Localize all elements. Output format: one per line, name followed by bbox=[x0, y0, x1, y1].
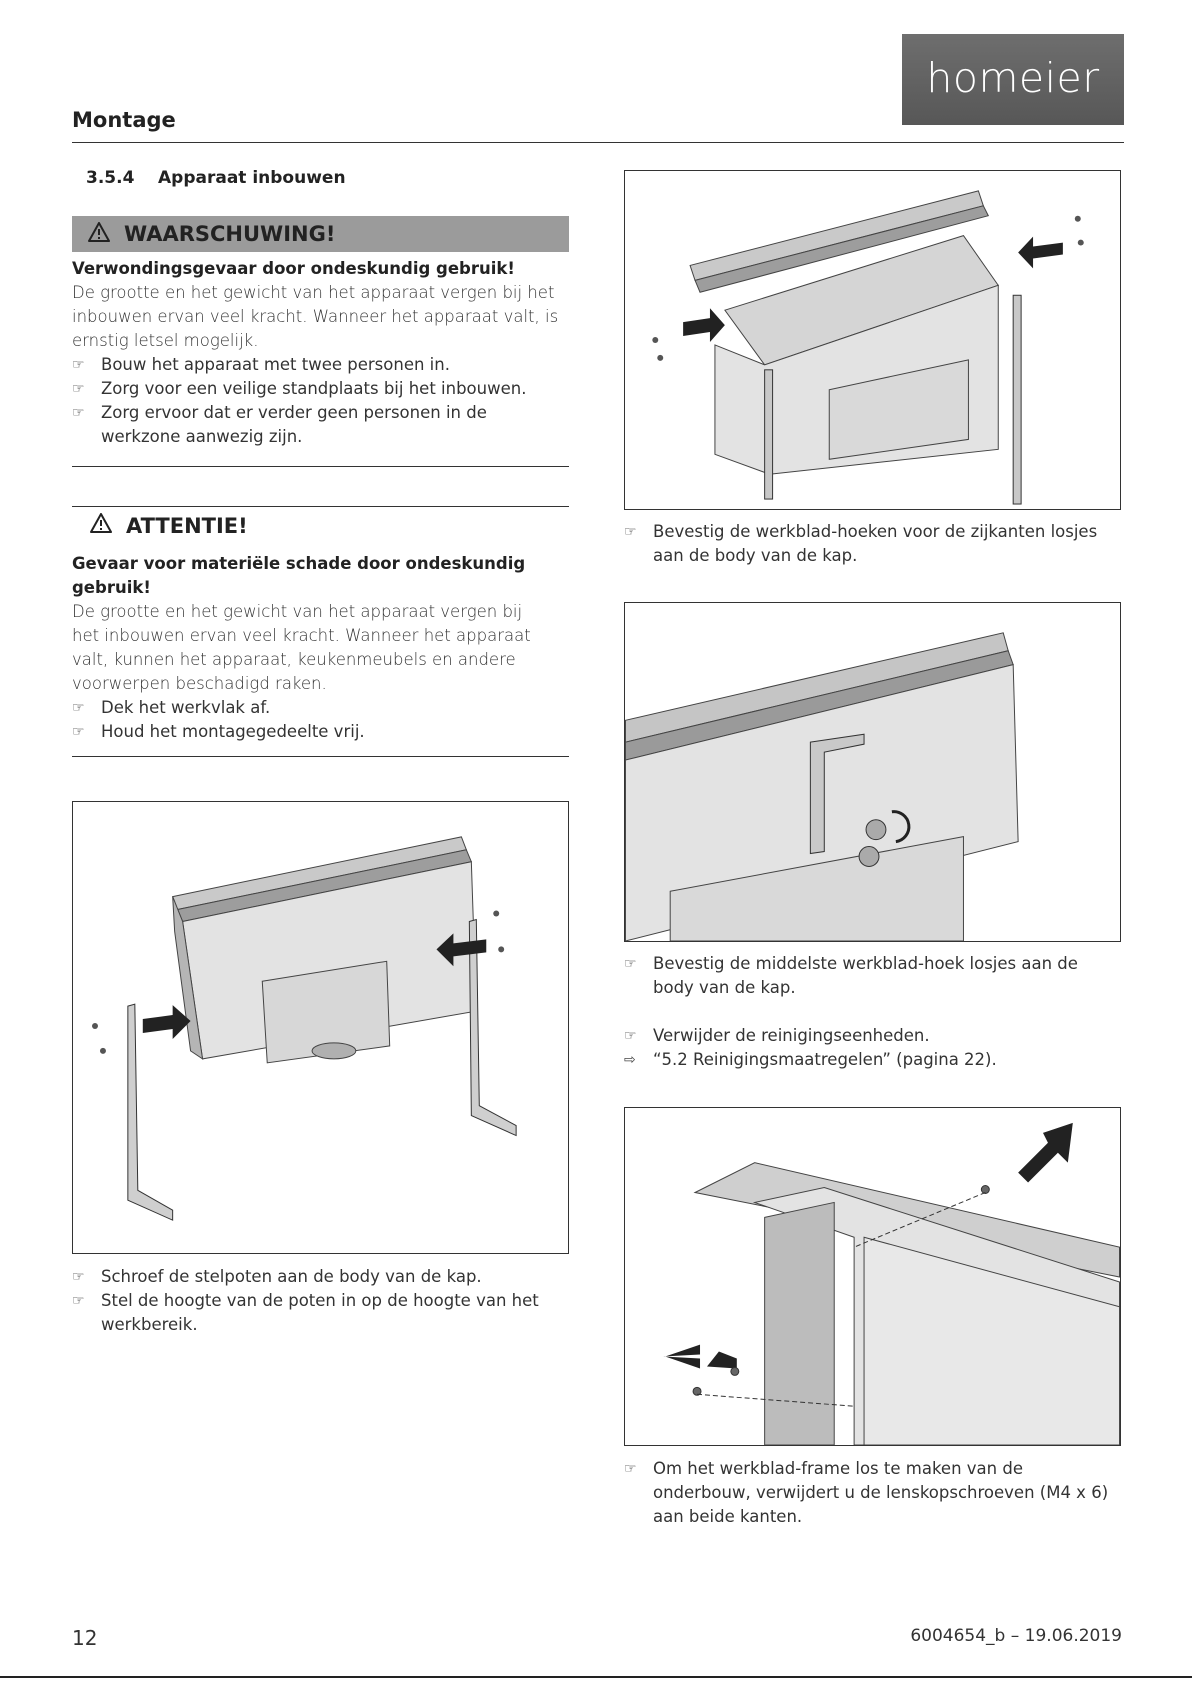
figure-stand-legs bbox=[72, 801, 569, 1254]
figure-middle-corner bbox=[624, 602, 1121, 942]
step-text: Bevestig de werkblad-hoeken voor de zijkanten losjes aan de body van de kap. bbox=[653, 522, 1098, 565]
step-text: Om het werkblad-frame los te maken van de onderbouw, verwijdert u de lenskopschroeven (M4 x 6) aan beide kanten. bbox=[653, 1459, 1109, 1526]
warning-bullet-text: Bouw het apparaat met twee personen in. bbox=[101, 355, 450, 374]
figure-side-corners bbox=[624, 170, 1121, 510]
pointing-hand-icon: ☞ bbox=[72, 357, 85, 373]
warning-bullet-text: Zorg voor een veilige standplaats bij het inbouwen. bbox=[101, 379, 527, 398]
subsection-heading bbox=[86, 168, 346, 188]
header-divider bbox=[72, 142, 1124, 143]
warning-triangle-icon bbox=[88, 222, 110, 247]
attention-divider bbox=[72, 756, 569, 757]
warning-body: De grootte en het gewicht van het apparaat vergen bij het inbouwen ervan veel kracht. Wanneer het apparaat valt, is ernstig letsel mogelijk. bbox=[72, 283, 559, 350]
warning-bar bbox=[72, 216, 569, 252]
attention-heading: Gevaar voor materiële schade door ondeskundig gebruik! bbox=[72, 554, 526, 597]
pointing-hand-icon: ☞ bbox=[72, 700, 85, 716]
step-item bbox=[624, 1457, 1121, 1529]
step-item bbox=[624, 520, 1121, 568]
pointing-hand-icon: ☞ bbox=[624, 1461, 637, 1477]
pointing-hand-icon: ☞ bbox=[72, 1269, 85, 1285]
warning-triangle-icon bbox=[90, 513, 112, 538]
right-step-4 bbox=[624, 1457, 1121, 1529]
attention-body: De grootte en het gewicht van het apparaat vergen bij het inbouwen ervan veel kracht. Wanneer het apparaat valt, kunnen het apparaat, keukenmeubels en andere voorwerpen beschadigd raken. bbox=[72, 602, 531, 693]
pointing-hand-icon: ☞ bbox=[624, 1028, 637, 1044]
step-text: Schroef de stelpoten aan de body van de kap. bbox=[101, 1267, 482, 1286]
section-title: Montage bbox=[72, 108, 176, 132]
pointing-hand-icon: ☞ bbox=[72, 724, 85, 740]
footer-rule bbox=[0, 1676, 1192, 1678]
subsection-title: Apparaat inbouwen bbox=[158, 168, 346, 188]
reference-item[interactable] bbox=[624, 1048, 1121, 1072]
warning-bullet bbox=[72, 377, 569, 401]
step-item bbox=[624, 1024, 1121, 1048]
warning-heading: Verwondingsgevaar door ondeskundig gebruik! bbox=[72, 259, 515, 278]
step-item bbox=[72, 1289, 569, 1337]
attention-bullet-text: Houd het montagegedeelte vrij. bbox=[101, 722, 365, 741]
warning-content bbox=[72, 257, 569, 449]
pointing-hand-icon: ☞ bbox=[624, 956, 637, 972]
step-text: Verwijder de reinigingseenheden. bbox=[653, 1026, 930, 1045]
step-item bbox=[624, 952, 1121, 1000]
warning-label: WAARSCHUWING! bbox=[124, 222, 336, 246]
left-steps bbox=[72, 1265, 569, 1337]
right-step-1 bbox=[624, 520, 1121, 568]
subsection-number: 3.5.4 bbox=[86, 168, 135, 188]
arrow-right-icon: ⇨ bbox=[624, 1052, 636, 1068]
warning-bullet bbox=[72, 353, 569, 377]
warning-divider bbox=[72, 466, 569, 467]
attention-content bbox=[72, 552, 552, 744]
pointing-hand-icon: ☞ bbox=[624, 524, 637, 540]
warning-bullet-text: Zorg ervoor dat er verder geen personen in de werkzone aanwezig zijn. bbox=[101, 403, 487, 446]
page-number: 12 bbox=[72, 1626, 98, 1650]
right-steps-2-3 bbox=[624, 952, 1121, 1072]
pointing-hand-icon: ☞ bbox=[72, 405, 85, 421]
attention-label: ATTENTIE! bbox=[126, 513, 248, 538]
attention-bullet-text: Dek het werkvlak af. bbox=[101, 698, 271, 717]
pointing-hand-icon: ☞ bbox=[72, 1293, 85, 1309]
step-text: Stel de hoogte van de poten in op de hoogte van het werkbereik. bbox=[101, 1291, 539, 1334]
step-text: Bevestig de middelste werkblad-hoek losjes aan de body van de kap. bbox=[653, 954, 1078, 997]
reference-link[interactable]: “5.2 Reinigingsmaatregelen” (pagina 22). bbox=[653, 1050, 997, 1069]
attention-bullet bbox=[72, 720, 552, 744]
warning-bullet bbox=[72, 401, 569, 449]
brand-logo: homeier bbox=[902, 34, 1124, 125]
document-id: 6004654_b – 19.06.2019 bbox=[910, 1626, 1122, 1646]
step-item bbox=[72, 1265, 569, 1289]
attention-bar bbox=[72, 506, 569, 544]
figure-frame-screws bbox=[624, 1107, 1121, 1446]
pointing-hand-icon: ☞ bbox=[72, 381, 85, 397]
attention-bullet bbox=[72, 696, 552, 720]
